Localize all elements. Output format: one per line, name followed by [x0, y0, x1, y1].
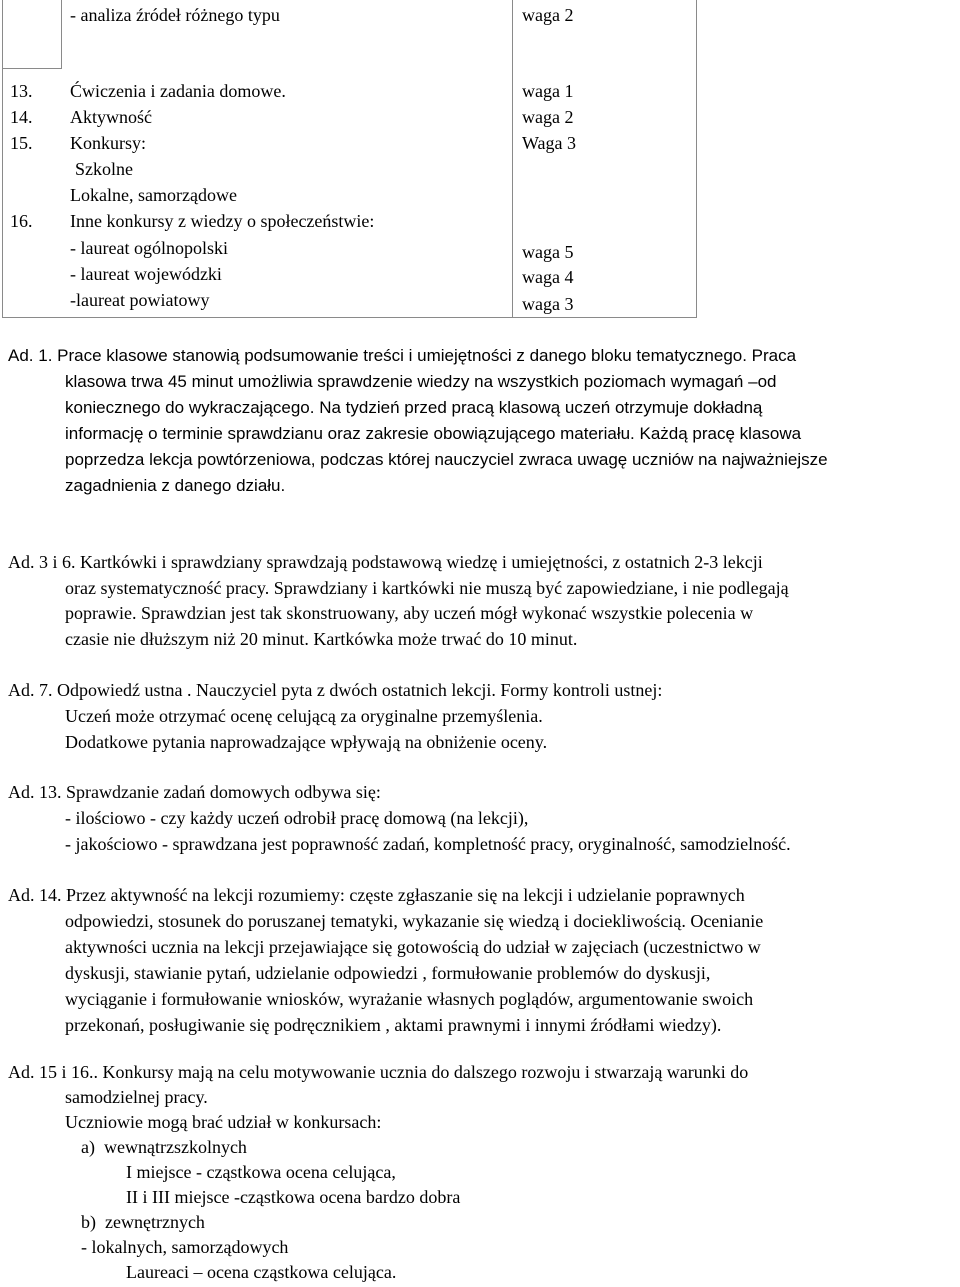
paragraph-ad14 [8, 882, 956, 1038]
table-row-label: Lokalne, samorządowe [70, 185, 237, 205]
table-row-number: 14. [10, 107, 33, 127]
table-divider-number [61, 0, 62, 68]
paragraph-ad3 [8, 550, 956, 652]
table-row-label: Szkolne [75, 159, 133, 179]
table-row-weight: Waga 3 [522, 133, 577, 153]
list-item: Laureaci – ocena cząstkowa celująca. [126, 1262, 397, 1282]
table-row-weight: waga 1 [522, 81, 574, 101]
list-item: - lokalnych, samorządowych [81, 1237, 289, 1257]
table-row-label: -laureat powiatowy [70, 290, 210, 310]
paragraph-line: zagadnienia z danego działu. [65, 476, 286, 495]
paragraph-line: Ad. 7. Odpowiedź ustna . Nauczyciel pyta z dwóch ostatnich lekcji. Formy kontroli ustnej: [8, 680, 663, 700]
list-item: I miejsce - cząstkowa ocena celująca, [126, 1162, 396, 1182]
list-item: b) zewnętrznych [81, 1212, 205, 1232]
paragraph-line: dyskusji, stawianie pytań, udzielanie odpowiedzi , formułowanie problemów do dyskusji, [65, 963, 711, 983]
paragraph-line: Dodatkowe pytania naprowadzające wpływają na obniżenie oceny. [65, 732, 548, 752]
table-row-label: - analiza źródeł różnego typu [70, 5, 280, 25]
list-item: II i III miejsce -cząstkowa ocena bardzo dobra [126, 1187, 461, 1207]
paragraph-line: informację o terminie sprawdzianu oraz zakresie obowiązującego materiału. Każdą pracę klasowa [65, 424, 802, 443]
table-divider-weight [512, 0, 513, 318]
paragraph-line: Ad. 1. Prace klasowe stanowią podsumowanie treści i umiejętności z danego bloku tematycznego. Praca [8, 346, 797, 365]
paragraph-line: - jakościowo - sprawdzana jest poprawność zadań, kompletność pracy, oryginalność, samodzielność. [65, 834, 791, 854]
table-row-label: Aktywność [70, 107, 152, 127]
paragraph-line: aktywności ucznia na lekcji przejawiające się gotowością do udział w zajęciach (uczestnictwo w [65, 937, 761, 957]
paragraph-line: Ad. 3 i 6. Kartkówki i sprawdziany sprawdzają podstawową wiedzę i umiejętności, z ostatnich 2-3 lekcji [8, 552, 763, 572]
table-row-label: Konkursy: [70, 133, 146, 153]
table-border-right [696, 0, 697, 318]
paragraph-line: koniecznego do wykraczającego. Na tydzień przed pracą klasową uczeń otrzymuje dokładną [65, 398, 763, 417]
grading-table [0, 0, 697, 318]
table-border-left [2, 0, 3, 318]
table-row-weight: waga 4 [522, 267, 574, 287]
paragraph-line: przekonań, posługiwanie się podręcznikiem , aktami prawnymi i innymi źródłami wiedzy). [65, 1015, 722, 1035]
paragraph-line: Ad. 15 i 16.. Konkursy mają na celu motywowanie ucznia do dalszego rozwoju i stwarzają warunki do [8, 1062, 749, 1082]
table-row-weight: waga 5 [522, 242, 574, 262]
paragraph-line: Uczeń może otrzymać ocenę celującą za oryginalne przemyślenia. [65, 706, 543, 726]
table-row-label: Inne konkursy z wiedzy o społeczeństwie: [70, 211, 375, 231]
list-item: a) wewnątrzszkolnych [81, 1137, 247, 1157]
paragraph-ad15 [8, 1060, 956, 1285]
paragraph-line: czasie nie dłuższym niż 20 minut. Kartkówka może trwać do 10 minut. [65, 628, 578, 649]
table-row-weight: waga 3 [522, 294, 574, 314]
table-row-weight: waga 2 [522, 107, 574, 127]
table-row-number: 15. [10, 133, 33, 153]
paragraph-line: klasowa trwa 45 minut umożliwia sprawdzenie wiedzy na wszystkich poziomach wymagań –od [65, 372, 777, 391]
paragraph-line: poprzedza lekcja powtórzeniowa, podczas której nauczyciel zwraca uwagę uczniów na najważniejsze [65, 450, 828, 469]
table-row-label: Ćwiczenia i zadania domowe. [70, 81, 286, 101]
paragraph-line: poprawie. Sprawdzian jest tak skonstruowany, aby uczeń mógł wykonać wszystkie polecenia w [65, 603, 754, 623]
paragraph-line: samodzielnej pracy. [65, 1087, 208, 1107]
table-border-bottom [2, 317, 697, 318]
table-row-label: - laureat wojewódzki [70, 264, 222, 284]
paragraph-line: oraz systematyczność pracy. Sprawdziany i kartkówki nie muszą być zapowiedziane, i nie podlegają [65, 577, 789, 598]
paragraph-ad13 [8, 779, 956, 857]
table-row-label: - laureat ogólnopolski [70, 238, 228, 258]
table-row-divider [2, 68, 62, 69]
paragraph-line: Ad. 14. Przez aktywność na lekcji rozumiemy: częste zgłaszanie się na lekcji i udzielanie poprawnych [8, 885, 745, 905]
paragraph-line: Uczniowie mogą brać udział w konkursach: [65, 1112, 382, 1132]
table-row-weight: waga 2 [522, 5, 574, 25]
paragraph-line: odpowiedzi, stosunek do poruszanej tematyki, wykazanie się wiedzą i dociekliwością. Ocenianie [65, 911, 764, 931]
paragraph-line: wyciąganie i formułowanie wniosków, wyrażanie własnych poglądów, argumentowanie swoich [65, 989, 754, 1009]
paragraph-line: Ad. 13. Sprawdzanie zadań domowych odbywa się: [8, 782, 381, 802]
paragraph-ad1 [8, 343, 956, 499]
table-row-number: 16. [10, 211, 33, 231]
paragraph-ad7 [8, 677, 956, 755]
paragraph-line: - ilościowo - czy każdy uczeń odrobił pracę domową (na lekcji), [65, 808, 529, 828]
table-row-number: 13. [10, 81, 33, 101]
